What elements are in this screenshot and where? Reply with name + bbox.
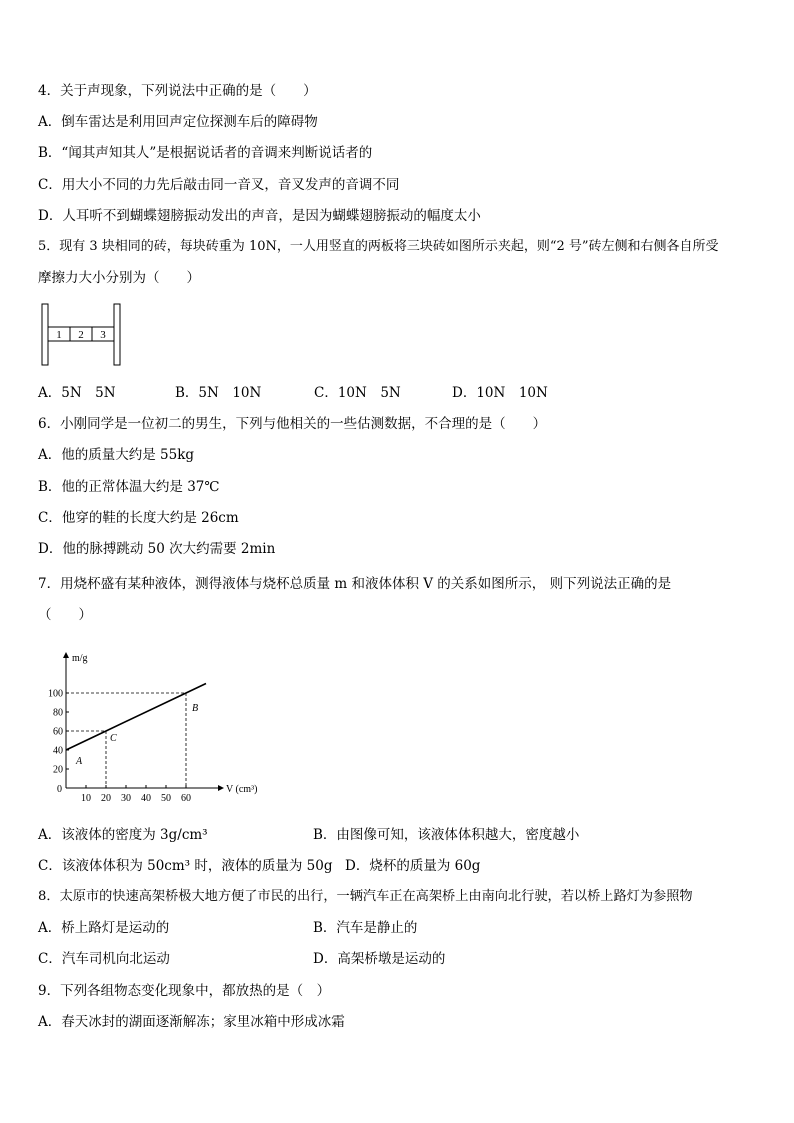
mass-volume-chart	[38, 645, 278, 809]
q6-option-c: C．他穿的鞋的长度大约是 26cm	[38, 510, 239, 526]
q6-option-d: D．他的脉搏跳动 50 次大约需要 2min	[38, 541, 276, 557]
brick-3-label: 3	[100, 329, 106, 341]
point-label-a: A	[76, 756, 83, 767]
x-tick-label: 60	[181, 793, 191, 804]
q5-option-a: A．5N 5N	[38, 385, 116, 401]
x-tick-label: 20	[101, 793, 111, 804]
q8-option-b: B．汽车是静止的	[313, 920, 418, 936]
left-board	[42, 304, 48, 365]
brick-1-label: 1	[56, 329, 62, 341]
q6-option-b: B．他的正常体温大约是 37℃	[38, 479, 220, 495]
q4-option-c: C．用大小不同的力先后敲击同一音叉，音叉发声的音调不同	[38, 177, 400, 193]
y-tick-label: 60	[53, 726, 63, 738]
y-tick-label: 80	[53, 707, 63, 719]
q7-option-c: C．该液体体积为 50cm³ 时，液体的质量为 50g	[38, 858, 333, 874]
x-tick-label: 10	[81, 793, 91, 804]
q7-option-d: D．烧杯的质量为 60g	[345, 858, 481, 874]
q4-option-d: D．人耳听不到蝴蝶翅膀振动发出的声音，是因为蝴蝶翅膀振动的幅度太小	[38, 208, 481, 224]
q4-stem: 4．关于声现象，下列说法中正确的是（ ）	[38, 83, 317, 99]
y-tick-label: 20	[53, 764, 63, 776]
q8-option-c: C．汽车司机向北运动	[38, 951, 170, 967]
brick-2-label: 2	[78, 329, 84, 341]
right-board	[114, 304, 120, 365]
q7-stem-line1: 7．用烧杯盛有某种液体，测得液体与烧杯总质量 m 和液体体积 V 的关系如图所示， 则下列说法正确的是	[38, 576, 672, 592]
origin-label: 0	[57, 784, 62, 795]
q8-option-a: A．桥上路灯是运动的	[38, 920, 170, 936]
q7-stem-line2: （ ）	[38, 607, 92, 623]
q6-stem: 6．小刚同学是一位初二的男生，下列与他相关的一些估测数据，不合理的是（ ）	[38, 416, 547, 432]
q5-stem-line1: 5．现有 3 块相同的砖，每块砖重为 10N，一人用竖直的两板将三块砖如图所示夹起，则“2 号”砖左侧和右侧各自所受	[38, 239, 719, 254]
q7-option-a: A．该液体的密度为 3g/cm³	[38, 827, 208, 843]
mass-volume-chart-svg	[38, 645, 278, 805]
point-label-c: C	[110, 733, 117, 744]
point-label-b: B	[192, 703, 199, 714]
q6-option-a: A．他的质量大约是 55kg	[38, 447, 195, 463]
q5-option-b: B．5N 10N	[175, 385, 262, 401]
q9-stem: 9．下列各组物态变化现象中，都放热的是（ ）	[38, 983, 331, 999]
q4-option-b: B．“闻其声知其人”是根据说话者的音调来判断说话者的	[38, 145, 373, 161]
q4-option-a: A．倒车雷达是利用回声定位探测车后的障碍物	[38, 114, 318, 130]
q8-option-d: D．高架桥墩是运动的	[313, 951, 446, 967]
brick-clamp-svg	[38, 302, 132, 368]
q7-options-cd	[38, 857, 758, 875]
x-tick-label: 30	[121, 793, 131, 804]
q5-stem-line2: 摩擦力大小分别为（ ）	[38, 270, 200, 286]
y-tick-label: 40	[53, 745, 63, 757]
q5-option-c: C．10N 5N	[314, 385, 401, 401]
q8-stem: 8．太原市的快速高架桥极大地方便了市民的出行，一辆汽车正在高架桥上由南向北行驶，若以桥上路灯为参照物	[38, 889, 693, 904]
x-tick-label: 40	[141, 793, 151, 804]
x-tick-label: 50	[161, 793, 171, 804]
q5-option-d: D．10N 10N	[452, 385, 548, 401]
q9-option-a: A．春天冰封的湖面逐渐解冻；家里冰箱中形成冰霜	[38, 1014, 345, 1030]
q5-options	[38, 384, 758, 402]
x-axis-label: V (cm³)	[226, 784, 258, 795]
q7-option-b: B．由图像可知，该液体体积越大，密度越小	[313, 827, 580, 843]
brick-clamp-figure	[38, 302, 132, 372]
y-tick-label: 100	[48, 688, 63, 700]
mass-volume-line	[66, 684, 206, 751]
y-axis-label: m/g	[72, 653, 88, 664]
